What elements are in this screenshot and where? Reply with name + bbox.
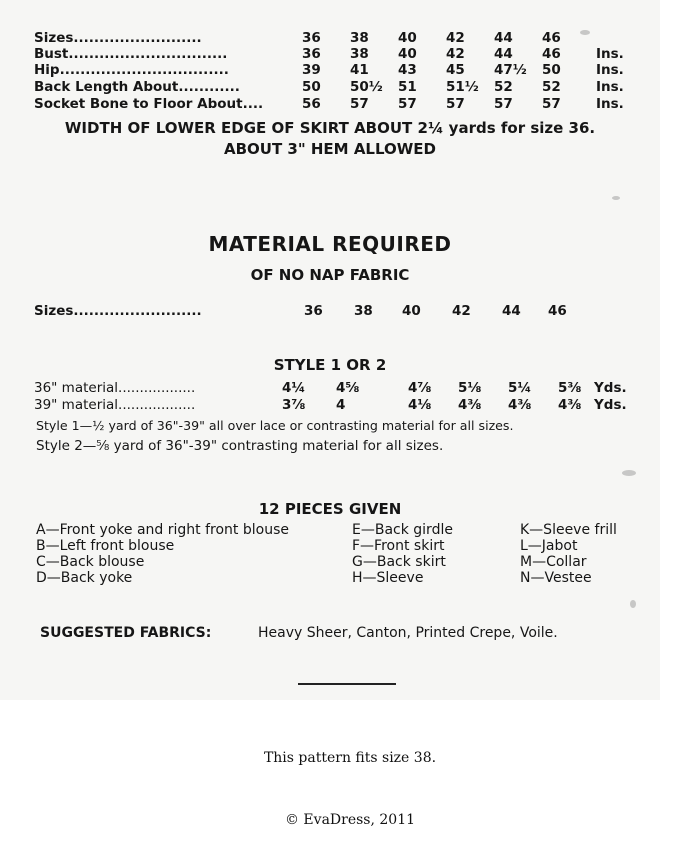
cell: 42 [446,46,465,62]
cell: 5¼ [508,380,532,396]
row-label: 36" material.................. [34,380,196,396]
cell: 52 [494,79,513,95]
row-label: Bust............................... [34,46,228,62]
cell: 44 [494,30,513,46]
piece-item: H—Sleeve [352,570,424,586]
cell: 42 [452,303,471,319]
style-heading: STYLE 1 OR 2 [273,356,387,374]
pieces-heading: 12 PIECES GIVEN [258,500,402,518]
cell: 38 [350,46,369,62]
row-label: Back Length About............ [34,79,240,95]
cell: 36 [302,46,321,62]
measurement-row [34,30,634,46]
cell: 39 [302,62,321,78]
cell: 50 [302,79,321,95]
suggested-fabrics-label: SUGGESTED FABRICS: [40,625,212,641]
cell: 38 [350,30,369,46]
cell: 4⅞ [408,380,432,396]
suggested-fabrics-list: Heavy Sheer, Canton, Printed Crepe, Voile. [258,625,558,641]
piece-item: M—Collar [520,554,587,570]
measurement-row [34,62,634,78]
cell: 36 [304,303,323,319]
cell: 57 [398,96,417,112]
row-label: Sizes......................... [34,30,202,46]
material-sizes-row [34,303,634,319]
divider-rule [298,683,396,685]
piece-item: K—Sleeve frill [520,522,617,538]
unit: Ins. [596,79,624,95]
scan-smudge [612,196,620,200]
piece-item: G—Back skirt [352,554,446,570]
piece-item: L—Jabot [520,538,578,554]
cell: 50 [542,62,561,78]
material-row [34,380,644,396]
unit: Yds. [594,380,627,396]
unit: Ins. [596,46,624,62]
cell: 57 [494,96,513,112]
skirt-width-note: WIDTH OF LOWER EDGE OF SKIRT ABOUT 2¼ yards for size 36. [64,119,596,137]
style2-note: Style 2—⅝ yard of 36"-39" contrasting material for all sizes. [36,438,444,454]
piece-item: B—Left front blouse [36,538,175,554]
cell: 57 [350,96,369,112]
cell: 56 [302,96,321,112]
cell: 40 [398,46,417,62]
cell: 52 [542,79,561,95]
cell: 38 [354,303,373,319]
cell: 45 [446,62,465,78]
cell: 4 [336,397,346,413]
material-title: MATERIAL REQUIRED [208,232,452,256]
cell: 40 [402,303,421,319]
cell: 4⅝ [336,380,360,396]
row-label: 39" material.................. [34,397,196,413]
row-label: Hip................................. [34,62,229,78]
cell: 4⅜ [558,397,582,413]
cell: 51 [398,79,417,95]
cell: 44 [494,46,513,62]
cell: 50½ [350,79,383,95]
pattern-fit-note: This pattern fits size 38. [263,750,437,766]
cell: 4⅜ [458,397,482,413]
cell: 5⅜ [558,380,582,396]
cell: 36 [302,30,321,46]
cell: 42 [446,30,465,46]
piece-item: C—Back blouse [36,554,145,570]
cell: 43 [398,62,417,78]
piece-item: D—Back yoke [36,570,133,586]
cell: 3⅞ [282,397,306,413]
measurement-row [34,96,634,112]
copyright-note: © EvaDress, 2011 [284,812,416,828]
row-label: Socket Bone to Floor About.... [34,96,264,112]
hem-note: ABOUT 3" HEM ALLOWED [223,140,437,158]
material-row [34,397,644,413]
cell: 46 [542,46,561,62]
cell: 57 [446,96,465,112]
piece-item: A—Front yoke and right front blouse [36,522,289,538]
scan-smudge [630,600,636,608]
cell: 41 [350,62,369,78]
cell: 46 [542,30,561,46]
cell: 57 [542,96,561,112]
style1-note: Style 1—½ yard of 36"-39" all over lace or contrasting material for all sizes. [36,418,514,433]
piece-item: N—Vestee [520,570,592,586]
measurement-row [34,46,634,62]
cell: 4¼ [282,380,306,396]
row-label: Sizes......................... [34,303,202,319]
cell: 44 [502,303,521,319]
scan-smudge [580,30,590,35]
unit: Ins. [596,96,624,112]
piece-item: F—Front skirt [352,538,445,554]
cell: 46 [548,303,567,319]
scan-smudge [622,470,636,476]
piece-item: E—Back girdle [352,522,453,538]
unit: Ins. [596,62,624,78]
cell: 4⅛ [408,397,432,413]
cell: 51½ [446,79,479,95]
cell: 5⅛ [458,380,482,396]
cell: 4⅜ [508,397,532,413]
cell: 40 [398,30,417,46]
cell: 47½ [494,62,527,78]
measurement-row [34,79,634,95]
unit: Yds. [594,397,627,413]
material-subtitle: OF NO NAP FABRIC [250,266,410,284]
